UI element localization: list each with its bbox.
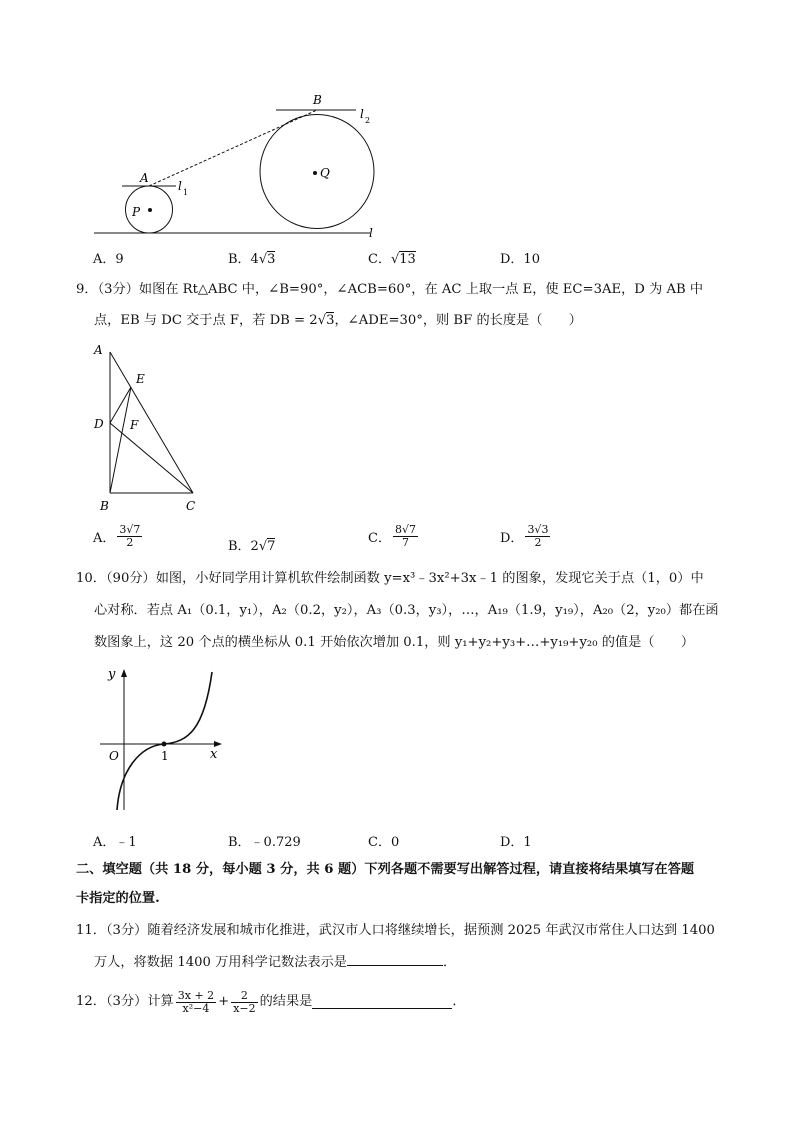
q9-line-1: 9．（3分）如图在 Rt△ABC 中，∠B=90°，∠ACB=60°，在 AC 上取一点 E，使 EC=3AE，D 为 AB 中: [76, 282, 704, 297]
label-y: y: [108, 667, 116, 682]
q9-option-b-radical: √: [258, 539, 268, 554]
q12-fraction-1: [176, 990, 216, 1015]
side-ac: [110, 352, 193, 493]
q10-line-3: 数图象上，这 20 个点的横坐标从 0.1 开始依次增加 0.1，则 y₁+y₂+y₃+…+y₁₉+y₂₀ 的值是（ ）: [94, 635, 695, 650]
q9-option-a-prefix: A．: [93, 531, 116, 546]
q12-plus: +: [218, 994, 230, 1009]
y-axis-arrow: [121, 669, 127, 677]
q10-option-c[interactable]: C．0: [368, 835, 400, 850]
label-one: 1: [161, 749, 169, 763]
label-d: D: [94, 417, 104, 431]
q9-line-2-b: ，∠ADE=30°，则 BF 的长度是（ ）: [334, 313, 582, 328]
q9-option-d-prefix: D．: [500, 531, 524, 546]
center-q-dot: [313, 171, 317, 175]
q8-option-c-prefix: C．: [368, 252, 391, 267]
label-f: F: [130, 418, 139, 432]
label-l2: l: [360, 107, 364, 121]
q9-option-d-den: 2: [534, 536, 542, 549]
q9-option-a-den: 2: [126, 536, 134, 549]
q11-answer-blank[interactable]: [347, 953, 443, 966]
q9-option-c-fraction: [393, 524, 418, 549]
q10-line-1: 10．（90分）如图，小好同学用计算机软件绘制函数 y=x³﹣3x²+3x﹣1 的图象，发现它关于点（1，0）中: [76, 571, 704, 586]
label-o: O: [109, 749, 119, 763]
label-l2-sub: 2: [365, 116, 371, 125]
q11-line-1: 11．（3分）随着经济发展和城市化推进，武汉市人口将继续增长，据预测 2025 年武汉市常住人口达到 1400: [76, 923, 715, 938]
q12-prefix: 12．（3分）计算: [76, 994, 174, 1009]
q8-option-a-text: A．9: [93, 252, 124, 267]
q8-option-c-root: 13: [399, 252, 416, 267]
label-b: B: [313, 93, 322, 107]
circle-q: [260, 115, 374, 229]
q9-option-d[interactable]: [500, 524, 552, 549]
label-a: A: [94, 343, 103, 357]
q8-option-a[interactable]: [93, 248, 124, 267]
segment-eb: [110, 387, 131, 493]
q9-radical: √: [317, 313, 327, 328]
figure-q8-circles: [90, 90, 390, 240]
q10-option-b[interactable]: B．﹣0.729: [228, 835, 301, 850]
label-x: x: [210, 747, 218, 762]
q8-option-c[interactable]: [368, 248, 416, 267]
q12-fraction-1-den: x²−4: [182, 1001, 210, 1015]
q10-option-a[interactable]: A．﹣1: [93, 835, 137, 850]
q9-option-a-num: 3√7: [119, 523, 141, 536]
q10-option-d[interactable]: D．1: [500, 835, 532, 850]
q9-option-d-fraction: [525, 524, 550, 549]
label-b: B: [100, 499, 109, 513]
label-l1-sub: 1: [183, 188, 189, 197]
q12-end: ．: [452, 994, 466, 1009]
q9-option-c-den: 7: [401, 536, 409, 549]
segment-dc: [110, 423, 193, 493]
q11-line-2-text: 万人，将数据 1400 万用科学记数法表示是: [94, 955, 347, 970]
q12-fraction-2: [231, 990, 257, 1015]
q12-fraction-2-den: x−2: [233, 1001, 256, 1015]
section-2-line-1: 二、填空题（共 18 分，每小题 3 分，共 6 题）下列各题不需要写出解答过程，请直接将结果填写在答题: [76, 862, 695, 877]
q12-line: [76, 988, 466, 1017]
q8-option-b-prefix: B．4: [228, 252, 259, 267]
q12-suffix: 的结果是: [259, 994, 313, 1009]
q9-option-b[interactable]: [228, 535, 275, 554]
q9-option-c-prefix: C．: [368, 531, 391, 546]
q8-option-d-text: D．10: [500, 252, 540, 267]
label-l: l: [369, 226, 373, 240]
cubic-curve: [117, 672, 212, 810]
q9-option-a[interactable]: [93, 524, 144, 549]
q12-answer-blank[interactable]: [312, 996, 452, 1009]
label-a: A: [140, 171, 149, 185]
figure-q10-graph: [100, 660, 230, 815]
q8-option-c-radical: √: [390, 252, 400, 267]
q9-line-2: [94, 311, 582, 331]
figure-q9-triangle: [90, 338, 210, 518]
label-c: C: [186, 499, 196, 513]
q9-option-a-fraction: [117, 524, 142, 549]
q8-option-d[interactable]: [500, 248, 540, 267]
label-p: P: [132, 205, 141, 219]
q11-line-2: [94, 953, 456, 973]
section-2-line-2: 卡指定的位置.: [76, 891, 160, 906]
q9-root: 3: [326, 313, 335, 328]
q8-option-b-radical: √: [258, 252, 268, 267]
q12-fraction-1-num: 3x + 2: [177, 988, 215, 1002]
q10-line-2: 心对称．若点 A₁（0.1，y₁），A₂（0.2，y₂），A₃（0.3，y₃），…，A₁₉（1.9，y₁₉），A₂₀（2，y₂₀）都在函: [94, 603, 719, 618]
label-e: E: [136, 372, 145, 386]
q9-option-b-root: 7: [267, 539, 276, 554]
q8-option-b[interactable]: [228, 248, 275, 267]
dashed-segment-ab: [149, 110, 317, 186]
q11-end: ．: [442, 955, 457, 970]
q9-option-c[interactable]: [368, 524, 420, 549]
center-p-dot: [148, 208, 152, 212]
q9-option-b-prefix: B．2: [228, 539, 259, 554]
label-q: Q: [320, 166, 330, 180]
q8-option-b-root: 3: [267, 252, 276, 267]
q12-fraction-2-num: 2: [231, 990, 257, 1003]
label-l1: l: [178, 179, 182, 193]
point-1-0: [162, 742, 167, 747]
q9-line-2-a: 点，EB 与 DC 交于点 F，若 DB = 2: [94, 313, 318, 328]
q9-option-d-num: 3√3: [527, 523, 549, 536]
q9-option-c-num: 8√7: [394, 523, 416, 536]
